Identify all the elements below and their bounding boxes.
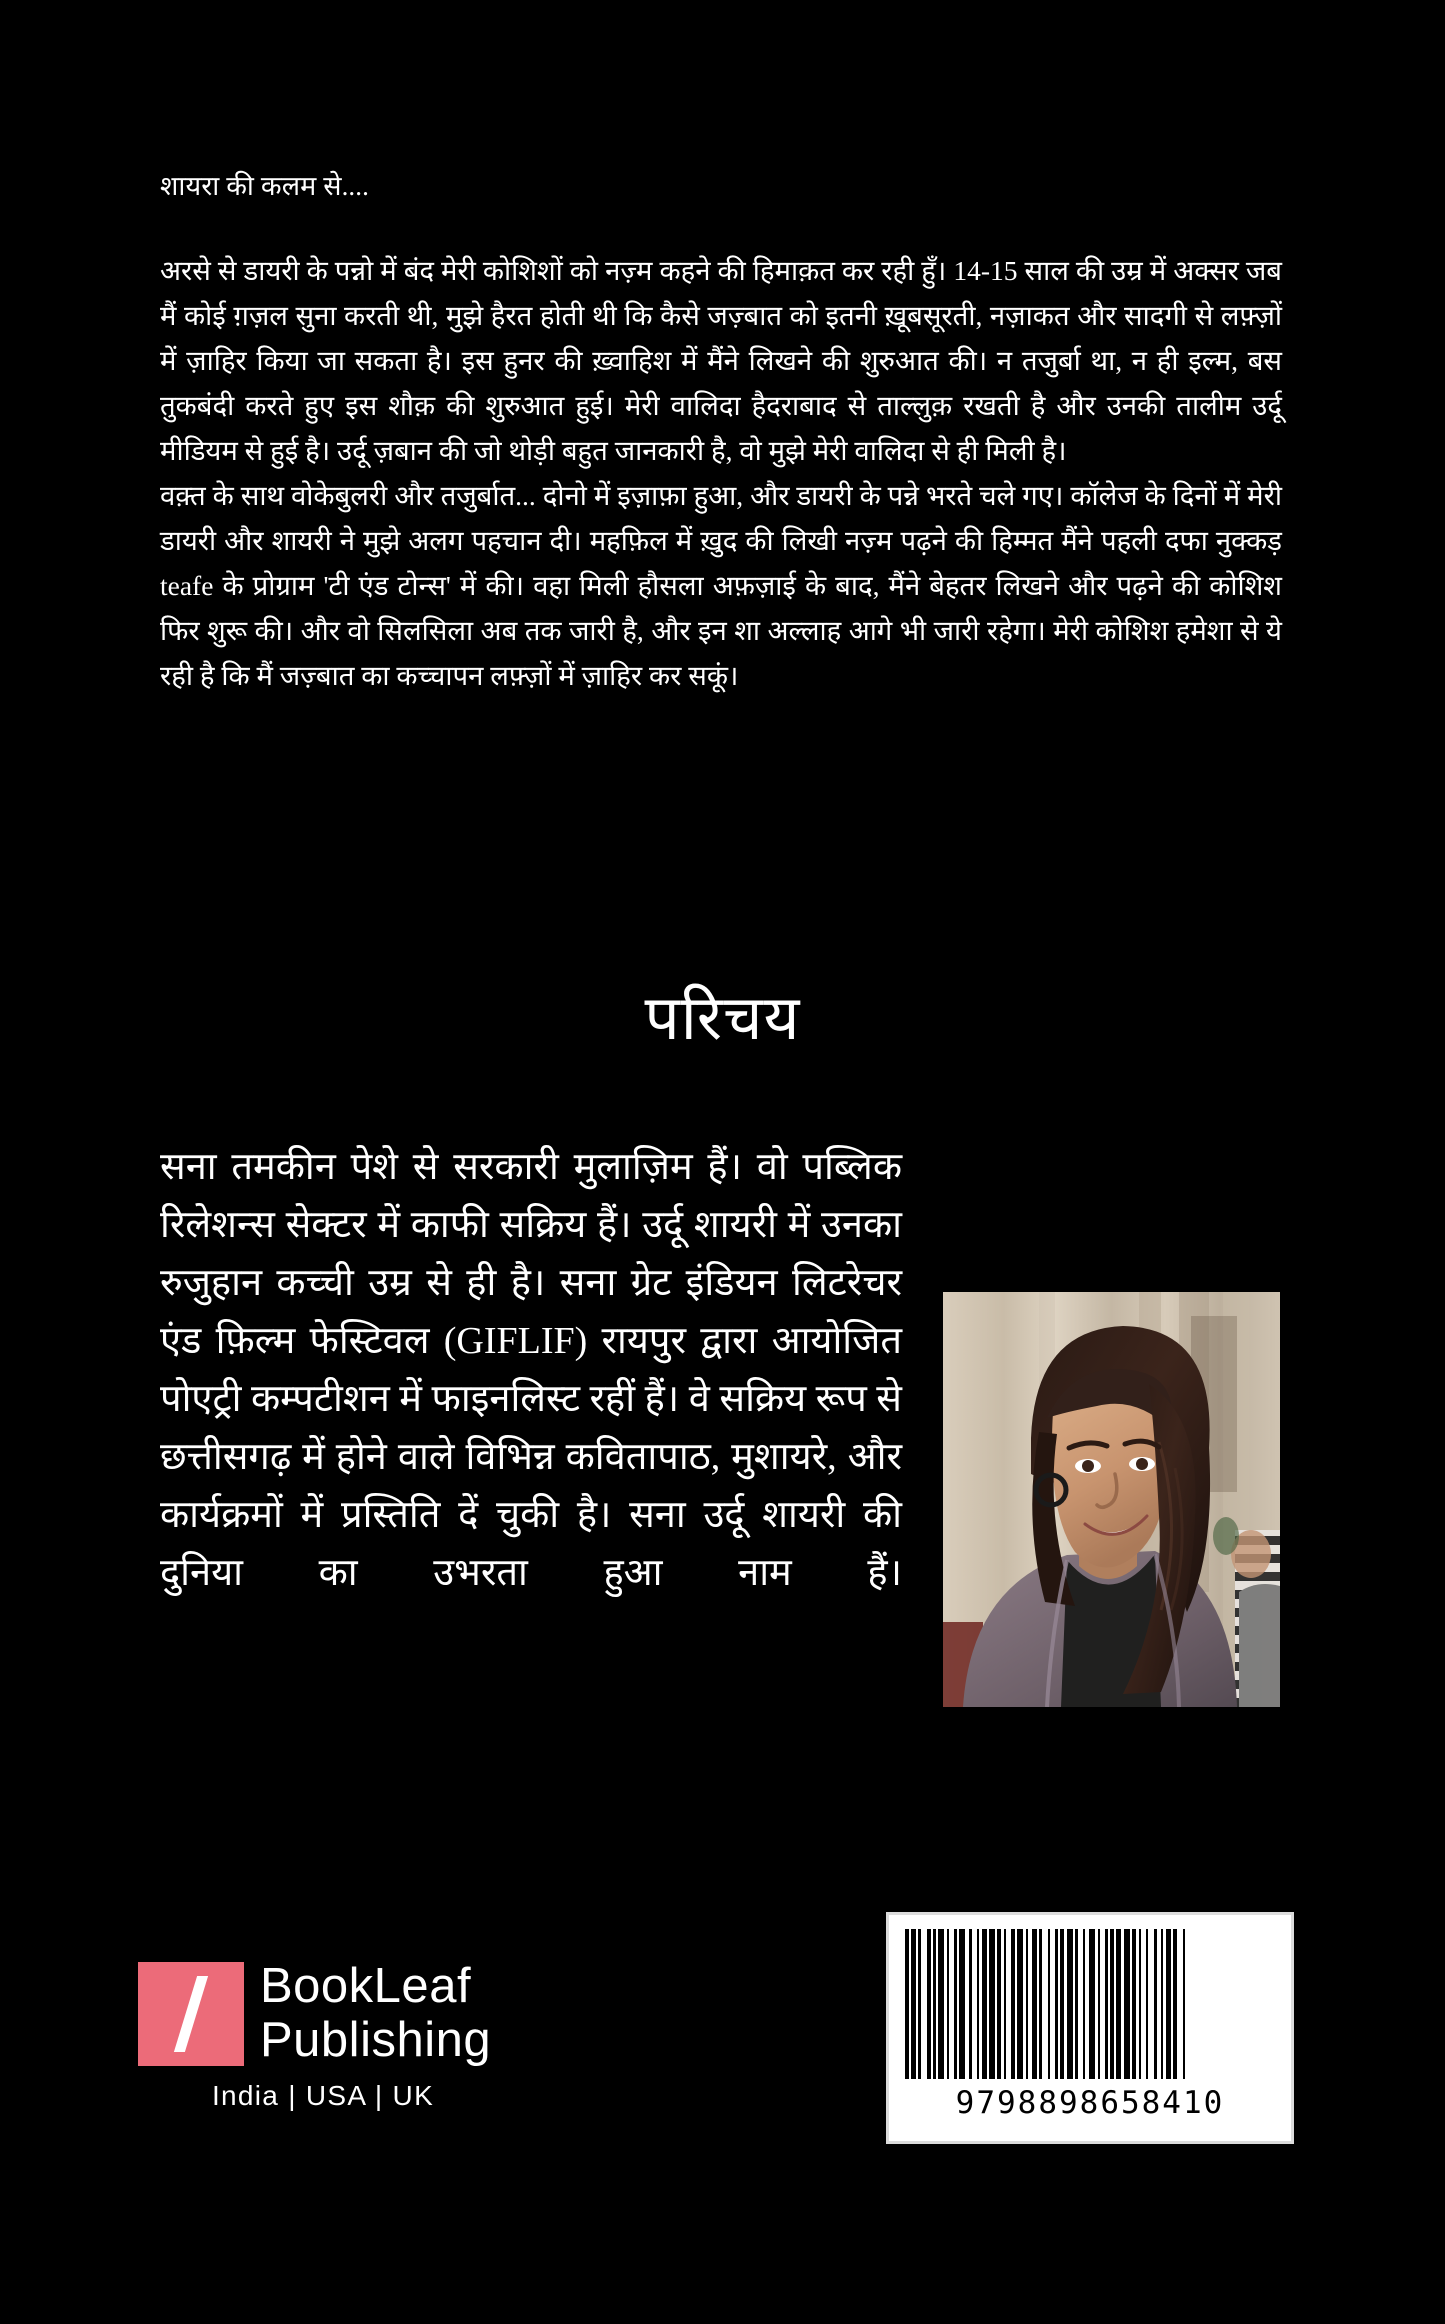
barcode-bars <box>905 1929 1275 2079</box>
preface-paragraph-2 <box>160 473 1282 698</box>
author-portrait-illustration <box>943 1292 1280 1707</box>
bookleaf-slash-icon <box>138 1962 244 2066</box>
author-bio-text-part-1: सना तमकीन पेशे से सरकारी मुलाज़िम हैं। वो पब्लिक रिलेशन्स सेक्टर में काफी सक्रिय हैं। उर्दू शायरी में उनका रुजुहान कच्ची उम्र से ही है। सना ग्रेट इंडियन लिटरेचर एंड फ़िल्म फेस्टिवल <box>160 1146 902 1362</box>
page-title: परिचय <box>644 985 801 1053</box>
publisher-name-line-2: Publishing <box>260 2013 492 2067</box>
author-bio <box>160 1138 902 1602</box>
barcode-number: 9798898658410 <box>955 2085 1225 2121</box>
isbn-barcode <box>886 1912 1294 2144</box>
publisher-name-line-1: BookLeaf <box>260 1959 472 2013</box>
festival-acronym: (GIFLIF) <box>443 1320 588 1362</box>
preface-section <box>160 168 1282 698</box>
publisher-wordmark <box>260 1958 491 2068</box>
preface-paragraph-2-text-before: वक़्त के साथ वोकेबुलरी और तजुर्बात... दोनो में इज़ाफ़ा हुआ, और डायरी के पन्ने भरते चले गए। कॉलेज के दिनों में मेरी डायरी और शायरी ने मुझे अलग पहचान दी। महफ़िल में ख़ुद की लिखी नज़्म पढ़ने की हिम्मत मैंने पहली दफा नुक्कड़ <box>160 480 1282 557</box>
publisher-logo-row <box>138 1958 538 2068</box>
preface-heading: शायरा की कलम से.... <box>160 171 369 201</box>
preface-paragraph-1-text: अरसे से डायरी के पन्नो में बंद मेरी कोशिशों को नज़्म कहने की हिमाक़त कर रही हुँ। 14-15 साल की उम्र में अक्सर जब मैं कोई ग़ज़ल सुना करती थी, मुझे हैरत होती थी कि कैसे जज़्बात को इतनी ख़ूबसूरती, नज़ाकत और सादगी से लफ़्ज़ों में ज़ाहिर किया जा सकता है। इस हुनर की ख़्वाहिश में मैंने लिखने की शुरुआत की। न तजुर्बा था, न ही इल्म, बस तुकबंदी करते हुए इस शौक़ की शुरुआत हुई। मेरी वालिदा हैदराबाद से ताल्लुक़ रखती है और उनकी तालीम उर्दू मीडियम से हुई है। उर्दू ज़बान की जो थोड़ी बहुत जानकारी है, वो मुझे मेरी वालिदा से ही मिली है। <box>160 255 1282 467</box>
publisher-regions: India | USA | UK <box>211 2080 435 2111</box>
preface-latin-word: teafe <box>160 570 214 602</box>
barcode-gap <box>1185 1929 1188 2079</box>
preface-paragraph-2-text-after: के प्रोग्राम 'टी एंड टोन्स' में की। वहा मिली हौसला अफ़ज़ाई के बाद, मैंने बेहतर लिखने और पढ़ने की कोशिश फिर शुरू की। और वो सिलसिला अब तक जारी है, और इन शा अल्लाह आगे भी जारी रहेगा। मेरी कोशिश हमेशा से ये रही है कि मैं जज़्बात का कच्चापन लफ़्ज़ों में ज़ाहिर कर सकूं। <box>160 570 1282 692</box>
preface-paragraph-1 <box>160 248 1282 473</box>
slash-glyph <box>174 1976 208 2052</box>
author-portrait-photo <box>943 1292 1280 1707</box>
publisher-logo <box>138 1958 538 2112</box>
author-bio-text-part-2: रायपुर द्वारा आयोजित पोएट्री कम्पटीशन में फाइनलिस्ट रहीं हैं। वे सक्रिय रूप से छत्तीसगढ़ में होने वाले विभिन्न कवितापाठ, मुशायरे, और कार्यक्रमों में प्रस्तिति दें चुकी है। सना उर्दू शायरी की दुनिया का उभरता हुआ नाम हैं। <box>160 1320 902 1594</box>
